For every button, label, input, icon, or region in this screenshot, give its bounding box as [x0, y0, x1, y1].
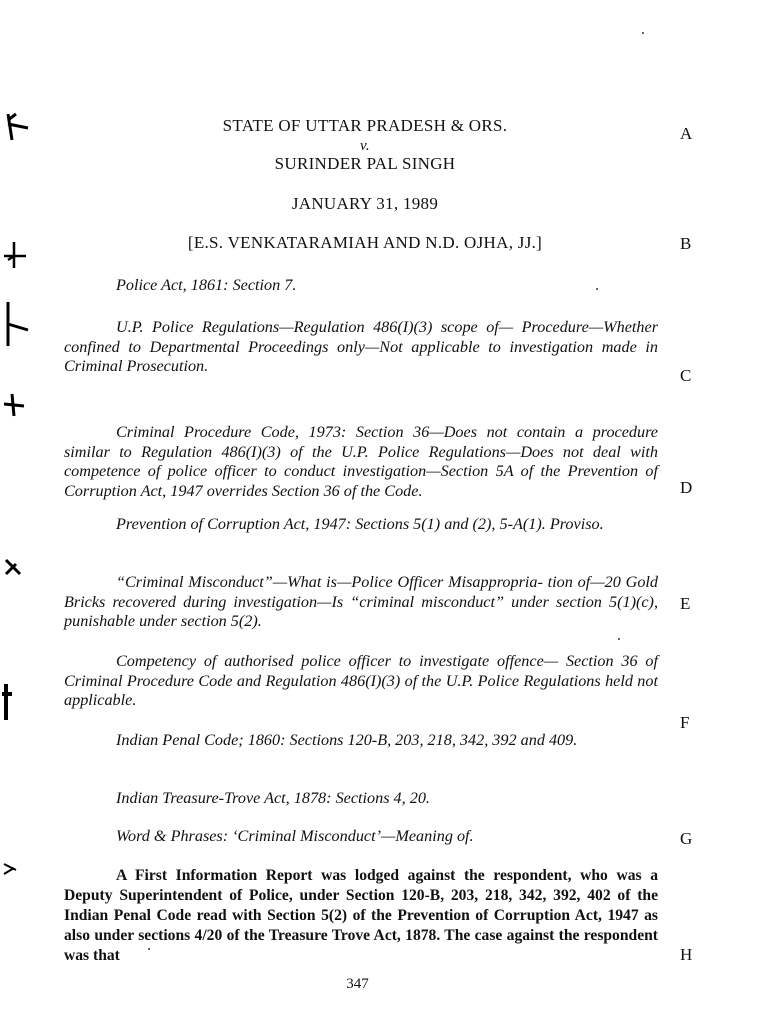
headnote-criminal-misconduct [64, 573, 658, 632]
binding-mark-5 [2, 556, 24, 580]
headnote-police-act [64, 276, 658, 296]
binding-mark-4 [2, 392, 26, 418]
margin-letter-g: G [680, 829, 693, 848]
headnote-text: Prevention of Corruption Act, 1947: Sections 5(1) and (2), 5-A(1). Proviso. [116, 515, 604, 533]
headnote-corruption-act [64, 515, 658, 535]
scan-speck [618, 638, 620, 640]
scan-speck [642, 32, 644, 34]
page-number: 347 [346, 976, 369, 992]
headnote-crpc [64, 423, 658, 501]
margin-letter-c: C [680, 366, 692, 385]
headnote-text: Criminal Procedure Code, 1973: Section 36—Does not contain a procedure similar to Regulation 486(I)(3) of the U.P. Police Regulations—Does not deal with competence of police officer to conduct investigation—Section 5A of the Prevention of Corruption Act, 1947 overrides Section 36 of the Code. [64, 423, 658, 500]
respondent-title: SURINDER PAL SINGH [274, 154, 456, 173]
margin-letter-f: F [680, 713, 690, 732]
binding-mark-2 [2, 240, 28, 270]
petitioner-title: STATE OF UTTAR PRADESH & ORS. [222, 116, 508, 135]
bench-line: [E.S. VENKATARAMIAH AND N.D. OJHA, JJ.] [187, 233, 543, 252]
margin-letter-e: E [680, 594, 691, 613]
headnote-text: Word & Phrases: ‘Criminal Misconduct’—Meaning of. [116, 827, 474, 845]
binding-mark-3 [2, 300, 32, 348]
headnote-ipc [64, 731, 658, 751]
margin-letter-b: B [680, 234, 692, 253]
binding-mark-7 [2, 860, 20, 878]
headnote-text: Indian Penal Code; 1860: Sections 120-B, 203, 218, 342, 392 and 409. [116, 731, 578, 749]
headnote-competency [64, 652, 658, 711]
headnote-text: Competency of authorised police officer to investigate offence— Section 36 of Criminal Procedure Code and Regulation 486(I)(3) of the U.P. Police Regulations held not applicable. [64, 652, 658, 710]
judgment-date: JANUARY 31, 1989 [291, 194, 439, 213]
margin-letter-d: D [680, 478, 693, 497]
margin-letter-a: A [680, 124, 693, 143]
headnote-words-phrases [64, 827, 658, 847]
headnote-text: U.P. Police Regulations—Regulation 486(I)(3) scope of— Procedure—Whether confined to Departmental Proceedings only—Not applicable to investigation made in Criminal Prosecution. [64, 318, 658, 376]
headnote-text: Indian Treasure-Trove Act, 1878: Sections 4, 20. [116, 789, 430, 807]
binding-mark-6 [0, 682, 16, 722]
versus-label: v. [360, 138, 370, 154]
headnote-text: “Criminal Misconduct”—What is—Police Officer Misappropria- tion of—20 Gold Bricks recovered during investigation—Is “criminal misconduct” under section 5(1)(c), punishable under section 5(2). [64, 573, 658, 631]
margin-letter-h: H [680, 945, 693, 964]
headnote-text: Police Act, 1861: Section 7. [116, 276, 297, 294]
case-summary [64, 866, 658, 966]
headnote-up-regulations [64, 318, 658, 377]
headnote-treasure-trove [64, 789, 658, 809]
case-summary-text: A First Information Report was lodged against the respondent, who was a Deputy Superintendent of Police, under Section 120-B, 203, 218, 342, 392, 402 of the Indian Penal Code read with Section 5(2) of the Prevention of Corruption Act, 1947 as also under sections 4/20 of the Treasure Trove Act, 1878. The case against the respondent was that [64, 867, 658, 964]
